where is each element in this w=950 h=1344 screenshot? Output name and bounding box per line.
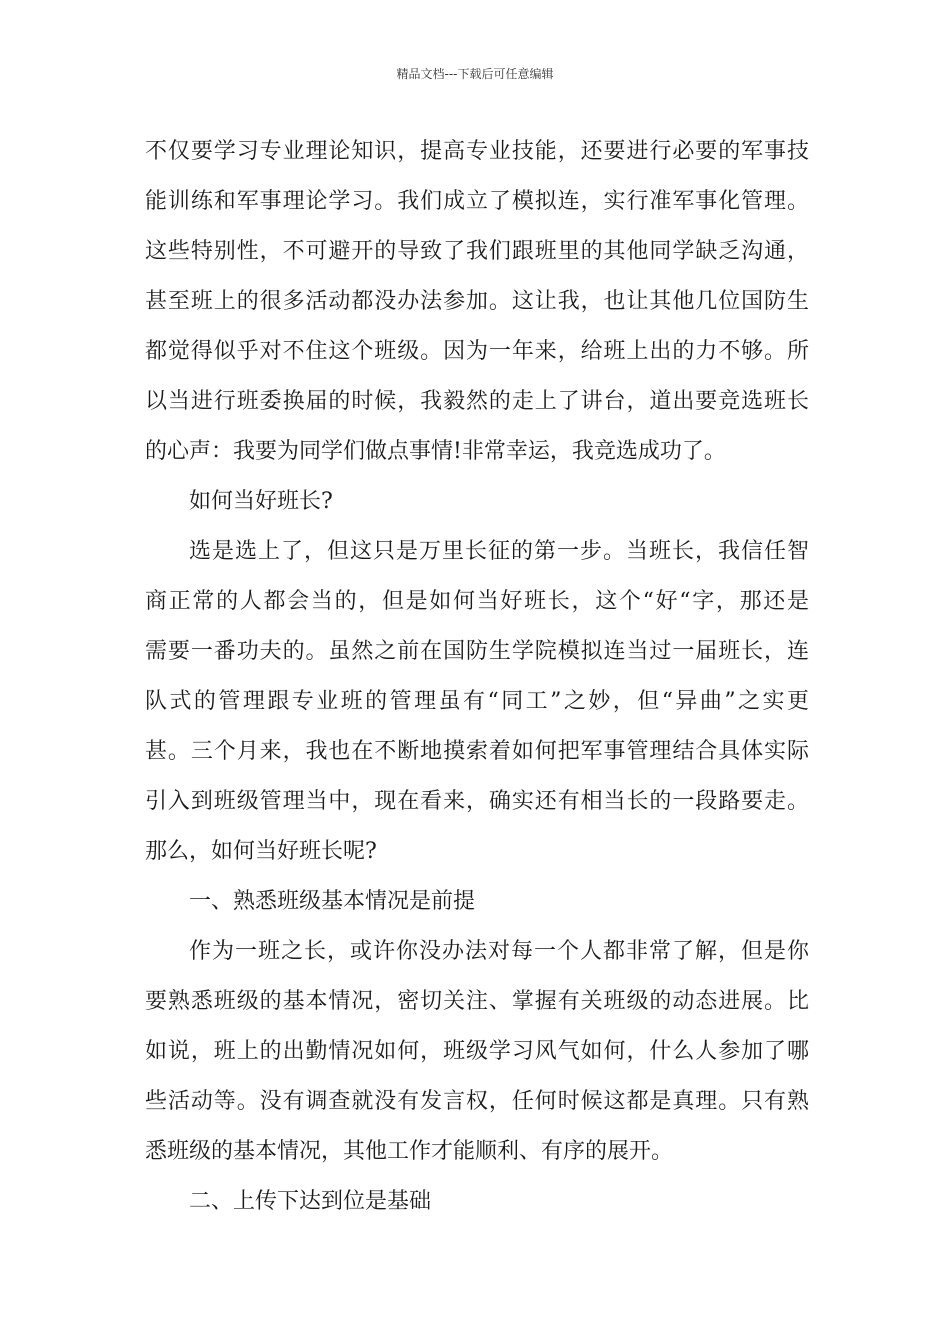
body-line: 的心声：我要为同学们做点事情!非常幸运，我竞选成功了。 — [145, 439, 726, 464]
body-line: 队式的管理跟专业班的管理虽有“同工”之妙，但“异曲”之实更 — [145, 689, 809, 714]
body-line: 甚。三个月来，我也在不断地摸索着如何把军事管理结合具体实际 — [145, 739, 809, 764]
body-line: 以当进行班委换届的时候，我毅然的走上了讲台，道出要竞选班长 — [145, 389, 809, 414]
body-line: 需要一番功夫的。虽然之前在国防生学院模拟连当过一届班长，连 — [145, 639, 809, 664]
section-heading: 二、上传下达到位是基础 — [189, 1189, 432, 1214]
body-line: 如说，班上的出勤情况如何，班级学习风气如何，什么人参加了哪 — [145, 1039, 809, 1064]
body-line: 些活动等。没有调查就没有发言权，任何时候这都是真理。只有熟 — [145, 1089, 809, 1114]
section-heading: 如何当好班长? — [189, 489, 333, 514]
body-line: 那么，如何当好班长呢? — [145, 839, 377, 864]
body-line: 悉班级的基本情况，其他工作才能顺利、有序的展开。 — [145, 1139, 674, 1164]
section-heading: 一、熟悉班级基本情况是前提 — [189, 889, 476, 914]
body-line: 引入到班级管理当中，现在看来，确实还有相当长的一段路要走。 — [145, 789, 809, 814]
document-body — [145, 134, 809, 1234]
body-line: 这些特别性，不可避开的导致了我们跟班里的其他同学缺乏沟通， — [145, 239, 809, 264]
body-line: 商正常的人都会当的，但是如何当好班长，这个“好“字，那还是 — [145, 589, 809, 614]
page-header: 精品文档---下载后可任意编辑 — [396, 67, 554, 81]
body-line: 要熟悉班级的基本情况，密切关注、掌握有关班级的动态进展。比 — [145, 989, 809, 1014]
body-line: 都觉得似乎对不住这个班级。因为一年来，给班上出的力不够。所 — [145, 339, 809, 364]
body-line: 作为一班之长，或许你没办法对每一个人都非常了解，但是你 — [189, 939, 809, 964]
body-line: 不仅要学习专业理论知识，提高专业技能，还要进行必要的军事技 — [145, 139, 809, 164]
body-line: 选是选上了，但这只是万里长征的第一步。当班长，我信任智 — [189, 539, 809, 564]
body-line: 甚至班上的很多活动都没办法参加。这让我，也让其他几位国防生 — [145, 289, 809, 314]
body-line: 能训练和军事理论学习。我们成立了模拟连，实行准军事化管理。 — [145, 189, 809, 214]
